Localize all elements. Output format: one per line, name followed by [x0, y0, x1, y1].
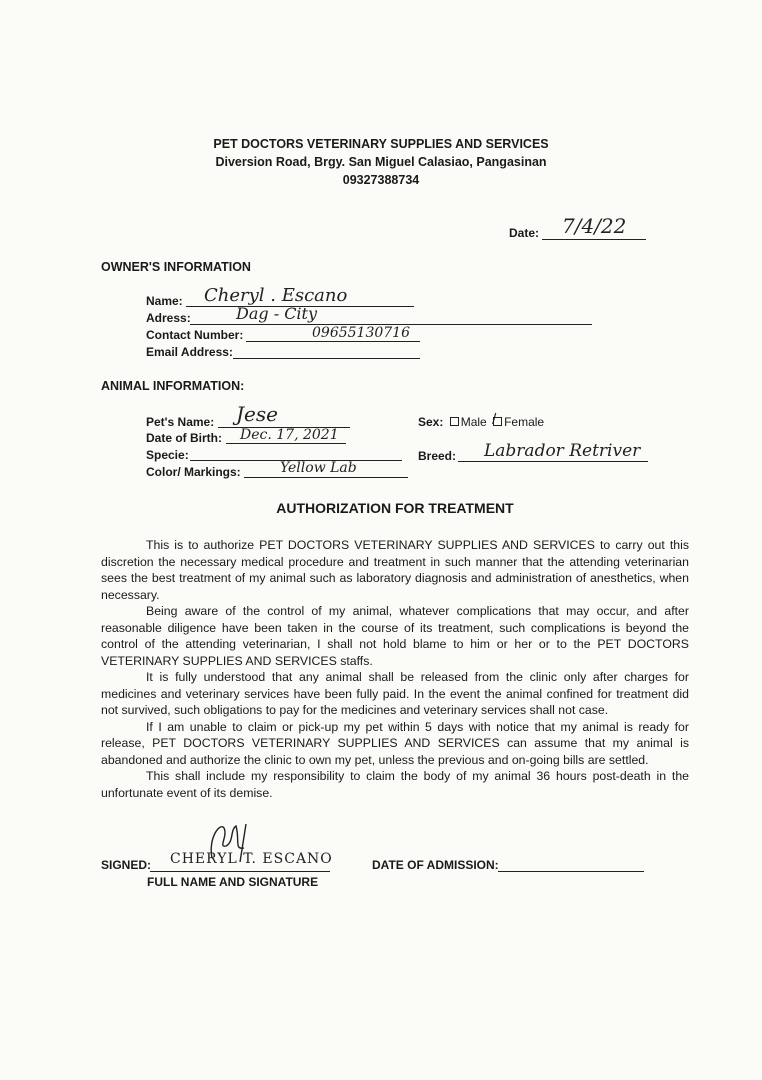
animal-section-title: ANIMAL INFORMATION: — [101, 379, 245, 393]
authorization-paragraph: This is to authorize PET DOCTORS VETERINARY SUPPLIES AND SERVICES to carry out this discretion the necessary medical procedure and treatment in such manner that the attending veterinarian sees the best treatment of my animal such as laboratory diagnosis and administration of anesthetics, when necessary. — [101, 538, 689, 602]
authorization-paragraph: Being aware of the control of my animal, whatever complications that may occur, and after reasonable diligence have been taken in the course of its treatment, such complications is beyond the control of the attending veterinarian, I shall not hold blame to him or her or to the PET DOCTORS VETERINARY SUPPLIES AND SERVICES staffs. — [101, 604, 689, 668]
signed-line — [150, 871, 330, 872]
owner-name-label: Name: — [146, 294, 183, 308]
pet-name-value: Jese — [236, 402, 278, 426]
breed-line — [458, 461, 648, 462]
signed-value: CHERYL T. ESCANO — [170, 851, 333, 867]
female-check-mark: / — [492, 411, 497, 428]
clinic-address: Diversion Road, Brgy. San Miguel Calasiao, Pangasinan — [215, 155, 547, 169]
clinic-phone: 09327388734 — [342, 173, 420, 187]
dob-line — [226, 443, 346, 444]
dob-value: Dec. 17, 2021 — [240, 427, 339, 443]
authorization-paragraph: This shall include my responsibility to claim the body of my animal 36 hours post-death in the unfortunate event of its demise. — [101, 769, 689, 800]
signature-mark — [200, 818, 270, 866]
clinic-name: PET DOCTORS VETERINARY SUPPLIES AND SERVICES — [213, 137, 549, 151]
owner-contact-line — [246, 341, 420, 342]
signed-label: SIGNED: — [101, 858, 152, 872]
breed-value: Labrador Retriver — [484, 441, 641, 461]
owner-contact-value: 09655130716 — [312, 325, 410, 341]
admission-label: DATE OF ADMISSION: — [372, 858, 499, 872]
color-line — [244, 477, 408, 478]
authorization-title: AUTHORIZATION FOR TREATMENT — [276, 500, 514, 516]
dob-label: Date of Birth: — [146, 431, 222, 445]
owner-email-label: Email Address: — [146, 345, 233, 359]
authorization-paragraph: If I am unable to claim or pick-up my pet within 5 days with notice that my animal is ready for release, PET DOCTORS VETERINARY SUPPLIES AND SERVICES can assume that my animal is abandoned and authorize the clinic to own my pet, unless the previous and on-going bills are settled. — [101, 719, 689, 767]
date-label: Date: — [509, 226, 540, 240]
pet-name-label: Pet's Name: — [146, 415, 215, 429]
authorization-paragraph: It is fully understood that any animal shall be released from the clinic only after charges for medicines and veterinary services have been fully paid. In the event the animal confined for treatment did not survived, such obligations to pay for the medicines and veterinary services shall not case. — [101, 670, 689, 717]
sex-field — [418, 411, 545, 429]
color-label: Color/ Markings: — [146, 465, 241, 479]
date-line — [542, 239, 646, 240]
owner-contact-label: Contact Number: — [146, 328, 244, 342]
admission-line — [498, 871, 644, 872]
owner-section-title: OWNER'S INFORMATION — [101, 260, 251, 274]
owner-address-label: Adress: — [146, 311, 191, 325]
male-option-label: Male — [460, 415, 487, 429]
sex-label: Sex: — [418, 415, 444, 429]
female-checkbox[interactable] — [492, 411, 502, 428]
owner-address-value: Dag - City — [236, 304, 318, 323]
owner-name-value: Cheryl . Escano — [204, 285, 348, 306]
female-option-label: Female — [504, 415, 545, 429]
authorization-body — [101, 537, 689, 801]
signature-caption: FULL NAME AND SIGNATURE — [147, 875, 319, 889]
owner-email-line — [233, 358, 420, 359]
date-value: 7/4/22 — [562, 214, 627, 238]
color-value: Yellow Lab — [280, 460, 357, 476]
breed-label: Breed: — [418, 449, 457, 463]
male-checkbox[interactable] — [450, 417, 459, 426]
specie-label: Specie: — [146, 448, 189, 462]
